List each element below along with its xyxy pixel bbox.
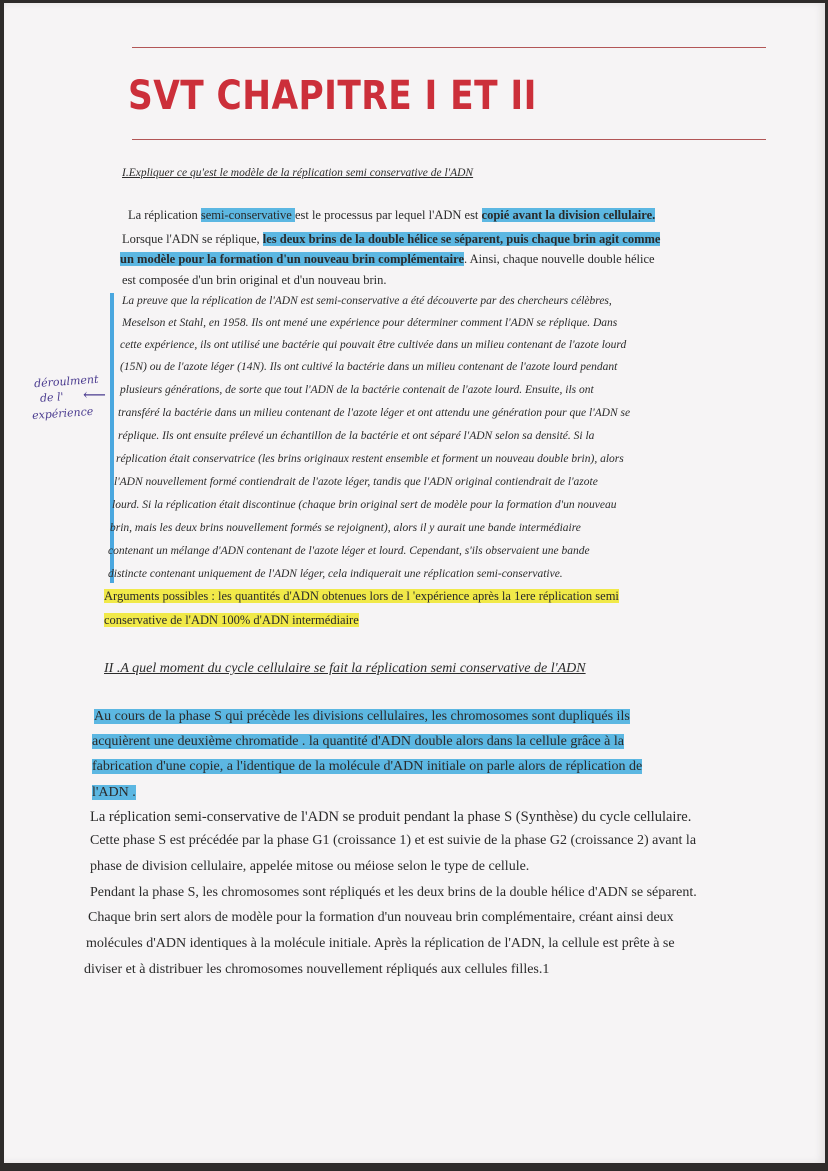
section-1-p2-line: plusieurs générations, de sorte que tout l'ADN de la bactérie contenait de l'azote lourd. Ensuite, ils ont: [120, 384, 594, 396]
section-1-p2-line: l'ADN nouvellement formé contiendrait de l'azote léger, tandis que l'ADN original contiendrait de l'azote: [114, 476, 598, 488]
title-rule: [132, 139, 766, 140]
section-2-highlight-line-1: Au cours de la phase S qui précède les divisions cellulaires, les chromosomes sont dupliqués ils: [94, 709, 630, 724]
section-1-p2-line: transféré la bactérie dans un milieu contenant de l'azote léger et ont attendu une génération pour que l'ADN se: [118, 407, 631, 419]
section-1-p2-line: La preuve que la réplication de l'ADN est semi-conservative a été découverte par des chercheurs célèbres,: [122, 295, 612, 307]
top-rule: [132, 47, 766, 48]
document-page: [4, 3, 825, 1163]
highlight-copie: copié avant la division cellulaire.: [481, 208, 656, 222]
section-2-body-line: Pendant la phase S, les chromosomes sont répliqués et les deux brins de la double hélice d'ADN se séparent.: [90, 885, 697, 900]
arguments-line-1: Arguments possibles : les quantités d'ADN obtenues lors de l 'expérience après la 1ere réplication semi: [104, 589, 619, 603]
section-2-highlight-line-4: l'ADN .: [92, 785, 136, 800]
section-1-p2-line: contenant un mélange d'ADN contenant de l'azote léger et lourd. Cependant, s'ils observaient une bande: [108, 545, 590, 557]
section-1-p2-line: distincte contenant uniquement de l'ADN léger, cela indiquerait une réplication semi-conservative.: [108, 568, 563, 580]
section-1-heading: I.Expliquer ce qu'est le modèle de la réplication semi conservative de l'ADN: [122, 167, 474, 179]
section-1-p1-line-2: Lorsque l'ADN se réplique, les deux brins de la double hélice se séparent, puis chaque brin agit comme: [122, 232, 661, 246]
section-1-p2-line: (15N) ou de l'azote léger (14N). Ils ont cultivé la bactérie dans un milieu contenant de l'azote lourd pendant: [120, 361, 618, 373]
section-1-p1-line-4: est composée d'un brin original et d'un nouveau brin.: [122, 273, 387, 287]
margin-bracket: [110, 293, 114, 583]
arguments-line-2: conservative de l'ADN 100% d'ADN intermédiaire: [104, 613, 359, 627]
section-1-p2-line: réplique. Ils ont ensuite prélevé un échantillon de la bactérie et ont séparé l'ADN selon sa densité. Si la: [118, 430, 595, 442]
section-2-highlight-line-2: acquièrent une deuxième chromatide . la quantité d'ADN double alors dans la cellule grâce à la: [92, 734, 624, 749]
section-1-p2-line: Meselson et Stahl, en 1958. Ils ont mené une expérience pour déterminer comment l'ADN se réplique. Dans: [122, 317, 618, 329]
section-1-p2-line: lourd. Si la réplication était discontinue (chaque brin original sert de modèle pour la formation d'un nouveau: [112, 499, 617, 511]
arrow-icon: ⟵: [83, 387, 106, 404]
section-2-body-line: molécules d'ADN identiques à la molécule initiale. Après la réplication de l'ADN, la cellule est prête à se: [86, 936, 675, 951]
section-1-p1-line-1: La réplication semi-conservative est le processus par lequel l'ADN est copié avant la division cellulaire.: [128, 208, 656, 222]
highlight-semi-conservative: semi-conservative: [200, 208, 295, 222]
margin-note-line-2: de l': [39, 390, 65, 405]
highlight-modele: un modèle pour la formation d'un nouveau brin complémentaire: [120, 252, 465, 266]
highlight-brins: les deux brins de la double hélice se séparent, puis chaque brin agit comme: [262, 232, 661, 246]
page-title: SVT CHAPITRE I ET II: [128, 73, 537, 119]
section-2-body-line: phase de division cellulaire, appelée mitose ou méiose selon le type de cellule.: [90, 859, 530, 874]
section-2-heading: II .A quel moment du cycle cellulaire se fait la réplication semi conservative de l'ADN: [104, 661, 586, 676]
margin-note-line-1: déroulment: [33, 372, 99, 391]
section-1-p2-line: cette expérience, ils ont utilisé une bactérie qui pouvait être cultivée dans un milieu contenant de l'azote lourd: [120, 339, 627, 351]
section-2-body-line: La réplication semi-conservative de l'ADN se produit pendant la phase S (Synthèse) du cycle cellulaire.: [90, 809, 692, 825]
section-1-p2-line: réplication était conservatrice (les brins originaux restent ensemble et forment un nouveau double brin), alors: [116, 453, 624, 465]
section-1-p2-line: brin, mais les deux brins nouvellement formés se rejoignent), alors il y aurait une bande intermédiaire: [110, 522, 581, 534]
section-2-body-line: Cette phase S est précédée par la phase G1 (croissance 1) et est suivie de la phase G2 (croissance 2) avant la: [90, 833, 697, 848]
section-2-body-line: Chaque brin sert alors de modèle pour la formation d'un nouveau brin complémentaire, créant ainsi deux: [88, 910, 674, 925]
section-1-p1-line-3: un modèle pour la formation d'un nouveau brin complémentaire. Ainsi, chaque nouvelle double hélice: [120, 252, 655, 266]
margin-note-line-3: expérience: [31, 404, 94, 423]
section-2-highlight-line-3: fabrication d'une copie, a l'identique de la molécule d'ADN initiale on parle alors de réplication de: [92, 759, 643, 774]
section-2-body-line: diviser et à distribuer les chromosomes nouvellement répliqués aux cellules filles.1: [84, 962, 550, 977]
